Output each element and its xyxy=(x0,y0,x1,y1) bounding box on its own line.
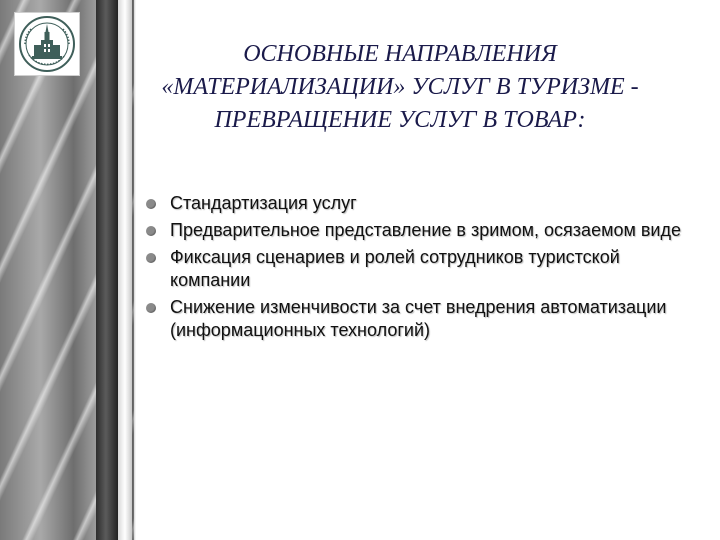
slide-title: ОСНОВНЫЕ НАПРАВЛЕНИЯ «МАТЕРИАЛИЗАЦИИ» УСЛУГ В ТУРИЗМЕ - ПРЕВРАЩЕНИЕ УСЛУГ В ТОВАР: xyxy=(161,41,639,133)
university-logo xyxy=(14,12,80,76)
bullet-text: Фиксация сценариев и ролей сотрудников туристской компании xyxy=(170,247,620,290)
bullet-text: Стандартизация услуг xyxy=(170,193,357,213)
decorative-rod-shadow xyxy=(132,0,136,540)
decorative-rod-light xyxy=(118,0,132,540)
university-building-emblem-icon xyxy=(15,13,79,75)
bullet-dot-icon xyxy=(146,303,156,313)
bullet-dot-icon xyxy=(146,199,156,209)
bullet-item xyxy=(146,219,686,242)
bullet-item xyxy=(146,296,686,342)
bullet-list xyxy=(146,192,686,346)
bullet-text: Предварительное представление в зримом, осязаемом виде xyxy=(170,220,681,240)
bullet-dot-icon xyxy=(146,226,156,236)
bullet-item xyxy=(146,192,686,215)
bullet-text: Снижение изменчивости за счет внедрения автоматизации (информационных технологий) xyxy=(170,297,667,340)
bullet-dot-icon xyxy=(146,253,156,263)
decorative-rod-dark xyxy=(96,0,118,540)
bullet-item xyxy=(146,246,686,292)
